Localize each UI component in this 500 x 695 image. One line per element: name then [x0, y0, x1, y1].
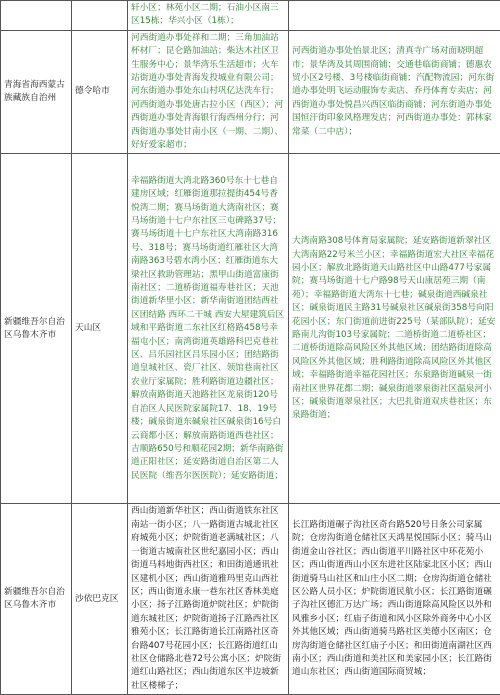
region-cell: 新疆维吾尔自治区乌鲁木齐市	[1, 504, 72, 695]
district-cell: 沙依巴克区	[72, 504, 128, 695]
high-risk-areas-cell: 幸福路街道大湾北路360号东十七巷自建房区域；红雁街道那拉提街454号香悦湾二期；赛马场街道大湾南社区；赛马场街道十七户东社区三屯碑路37号；赛马场街道十七户东社区大湾南路316号、318号；赛马场街道红雁社区大湾南路363号碧水湾小区；红雁街道东大梁社区救助管理站；黑甲山街道富康街南社区；二道桥街道福寿巷社区；天池街道新华里小区；新华南街道团结西社区团结路 西环二干城 西安大屋建筑后区域和平路街道二东社区红格路458号幸福屯小区；南湾街道英雄路科巴克巷社区、吕乐园社区吕乐园小区；团结路街道皇城社区、瓷厂社区、领馆巷南社区农业厅家属院；胜利路街道边疆社区；解放南路街道天池路社区龙泉街120号自治区人民医院家属院17、18、19号楼；碱泉街道东碱泉社区碱泉街16号白云商都小区；解放南路街道西巷社区；吉顺路650号和顺花园2期；新华南路街道正阳社区；延安路街道自治区第二人民医院（维吾尔医医院）；延安路街道；	[128, 154, 289, 504]
table-row	[1, 1, 500, 31]
district-cell: 德令哈市	[72, 30, 128, 154]
medium-risk-areas-cell: 长江路街道碾子沟社区奇台路520号日条公司家属院；仓房沟街道仓储社区天鸿星悦国际小区；骑马山街道金山谷社区；西山街道平川路社区中环花苑小区；西山街道西山小区东进社区陆家北区小区；西山街道骑马山社区和山庄小区二期；仓房沟街道仓储社区公路人员小区；炉院街道民航小区；长江路街道碾子沟社区德汇万达广场；西山街道除高风险区以外和风雅乡小区；红庙子街道和风小区除外商务中心小区外其他区域；西山街道骑马路社区美德小区南区；仓房沟街道仓储社区红庙子小区；和田街道南湖社区西南小区；西山街道和美社区和美家园小区；长江路街道山东社区；西山街道国际商贸城；	[289, 504, 500, 695]
region-cell	[1, 1, 72, 31]
medium-risk-areas-cell: 河西街道办事处怡景北区；清真寺广场对面晓明超市；景华湾及其周围商铺；交通巷临街商铺；德惠农贸小区2号楼、3号楼临街商铺；汽配物流园；河东街道办事处明飞运动服饰专卖店、乔丹体育专卖店；河西街道办事处悦昌兴西区临街商铺；河东街道办事处国恒汗街印象风格理发店；河西街道办事处：郭林家常菜（二中店）；	[289, 30, 500, 154]
medium-risk-areas-cell	[289, 1, 500, 31]
table-row	[1, 504, 500, 695]
medium-risk-areas-cell: 大湾南路308号体育局家属院；延安路街道新翠社区大湾南路22号米兰小区；幸福路街道宏大社区幸福花园小区；解放北路街道天山路社区中山路477号家属院；赛马场街道十七户路98号天山康居苑三期（南苑）；幸福路街道大湾东十七巷；碱泉街道西碱泉社区；碱泉街道民主路31号碱泉社区碱泉街358号向阳花园小区；东门街道前进街225号（某部队院）；延安路南儿沟街103号家属院；二道桥街道二道桥社区；二道桥街道除高风险区外其他区域；团结路街道除高风险区外其他区域；胜利路街道除高风险区外其他区域；幸福路街道幸福花园社区；东泉路街道碱泉一街南社区世界花都二期；碱泉街道翠泉街社区温泉河小区；碱泉街道翠泉社区；大巴扎街道双庆巷社区；东泉路街道；	[289, 154, 500, 504]
high-risk-areas-cell: 河西街道办事处祥和二期；三角加油站杯材厂；昆仑路加油站；柴达木社区卫生服务中心；景华湾乐生活超市；火车站街道办事处青海发投城业有限公司；河东街道办事处东山村巩亿达洗车行；河西街道办事处唐古拉小区（西区）；河西街道办事处青海银行海西州分行；河西街道办事处甘南小区（一期、二期）、好好爱家超市；	[128, 30, 289, 154]
district-cell: 天山区	[72, 154, 128, 504]
region-cell: 青海省海西蒙古族藏族自治州	[1, 30, 72, 154]
high-risk-areas-cell: 西山街道新华社区；西山街道铁东社区南站一街小区；八一路街道古城北社区府城苑小区；炉院街道老满城社区；八一街道古城南社区世纪嘉园小区；西山街道马料地街西社区；和田街道通讯社区建机小区；西山街道雅玛里克山西社区；西山街道永康一巷东社区香林美庭小区；扬子江路街道炉院社区；炉院街道东城社区；炉院街道扬子江路西社区雅苑小区；长江路街道长江南路社区奇台路407号花园小区；长江路街道红山社区仓储路北巷72号公寓小区；炉院街道红山路社区；西山街道东区半边坡新社区楼梯子；	[128, 504, 289, 695]
district-cell	[72, 1, 128, 31]
table-row	[1, 30, 500, 154]
table-row	[1, 154, 500, 504]
high-risk-areas-cell: 轩小区；林苑小区二期；石油小区南三区15栋；华兴小区（1栋）；	[128, 1, 289, 31]
region-cell: 新疆维吾尔自治区乌鲁木齐市	[1, 154, 72, 504]
